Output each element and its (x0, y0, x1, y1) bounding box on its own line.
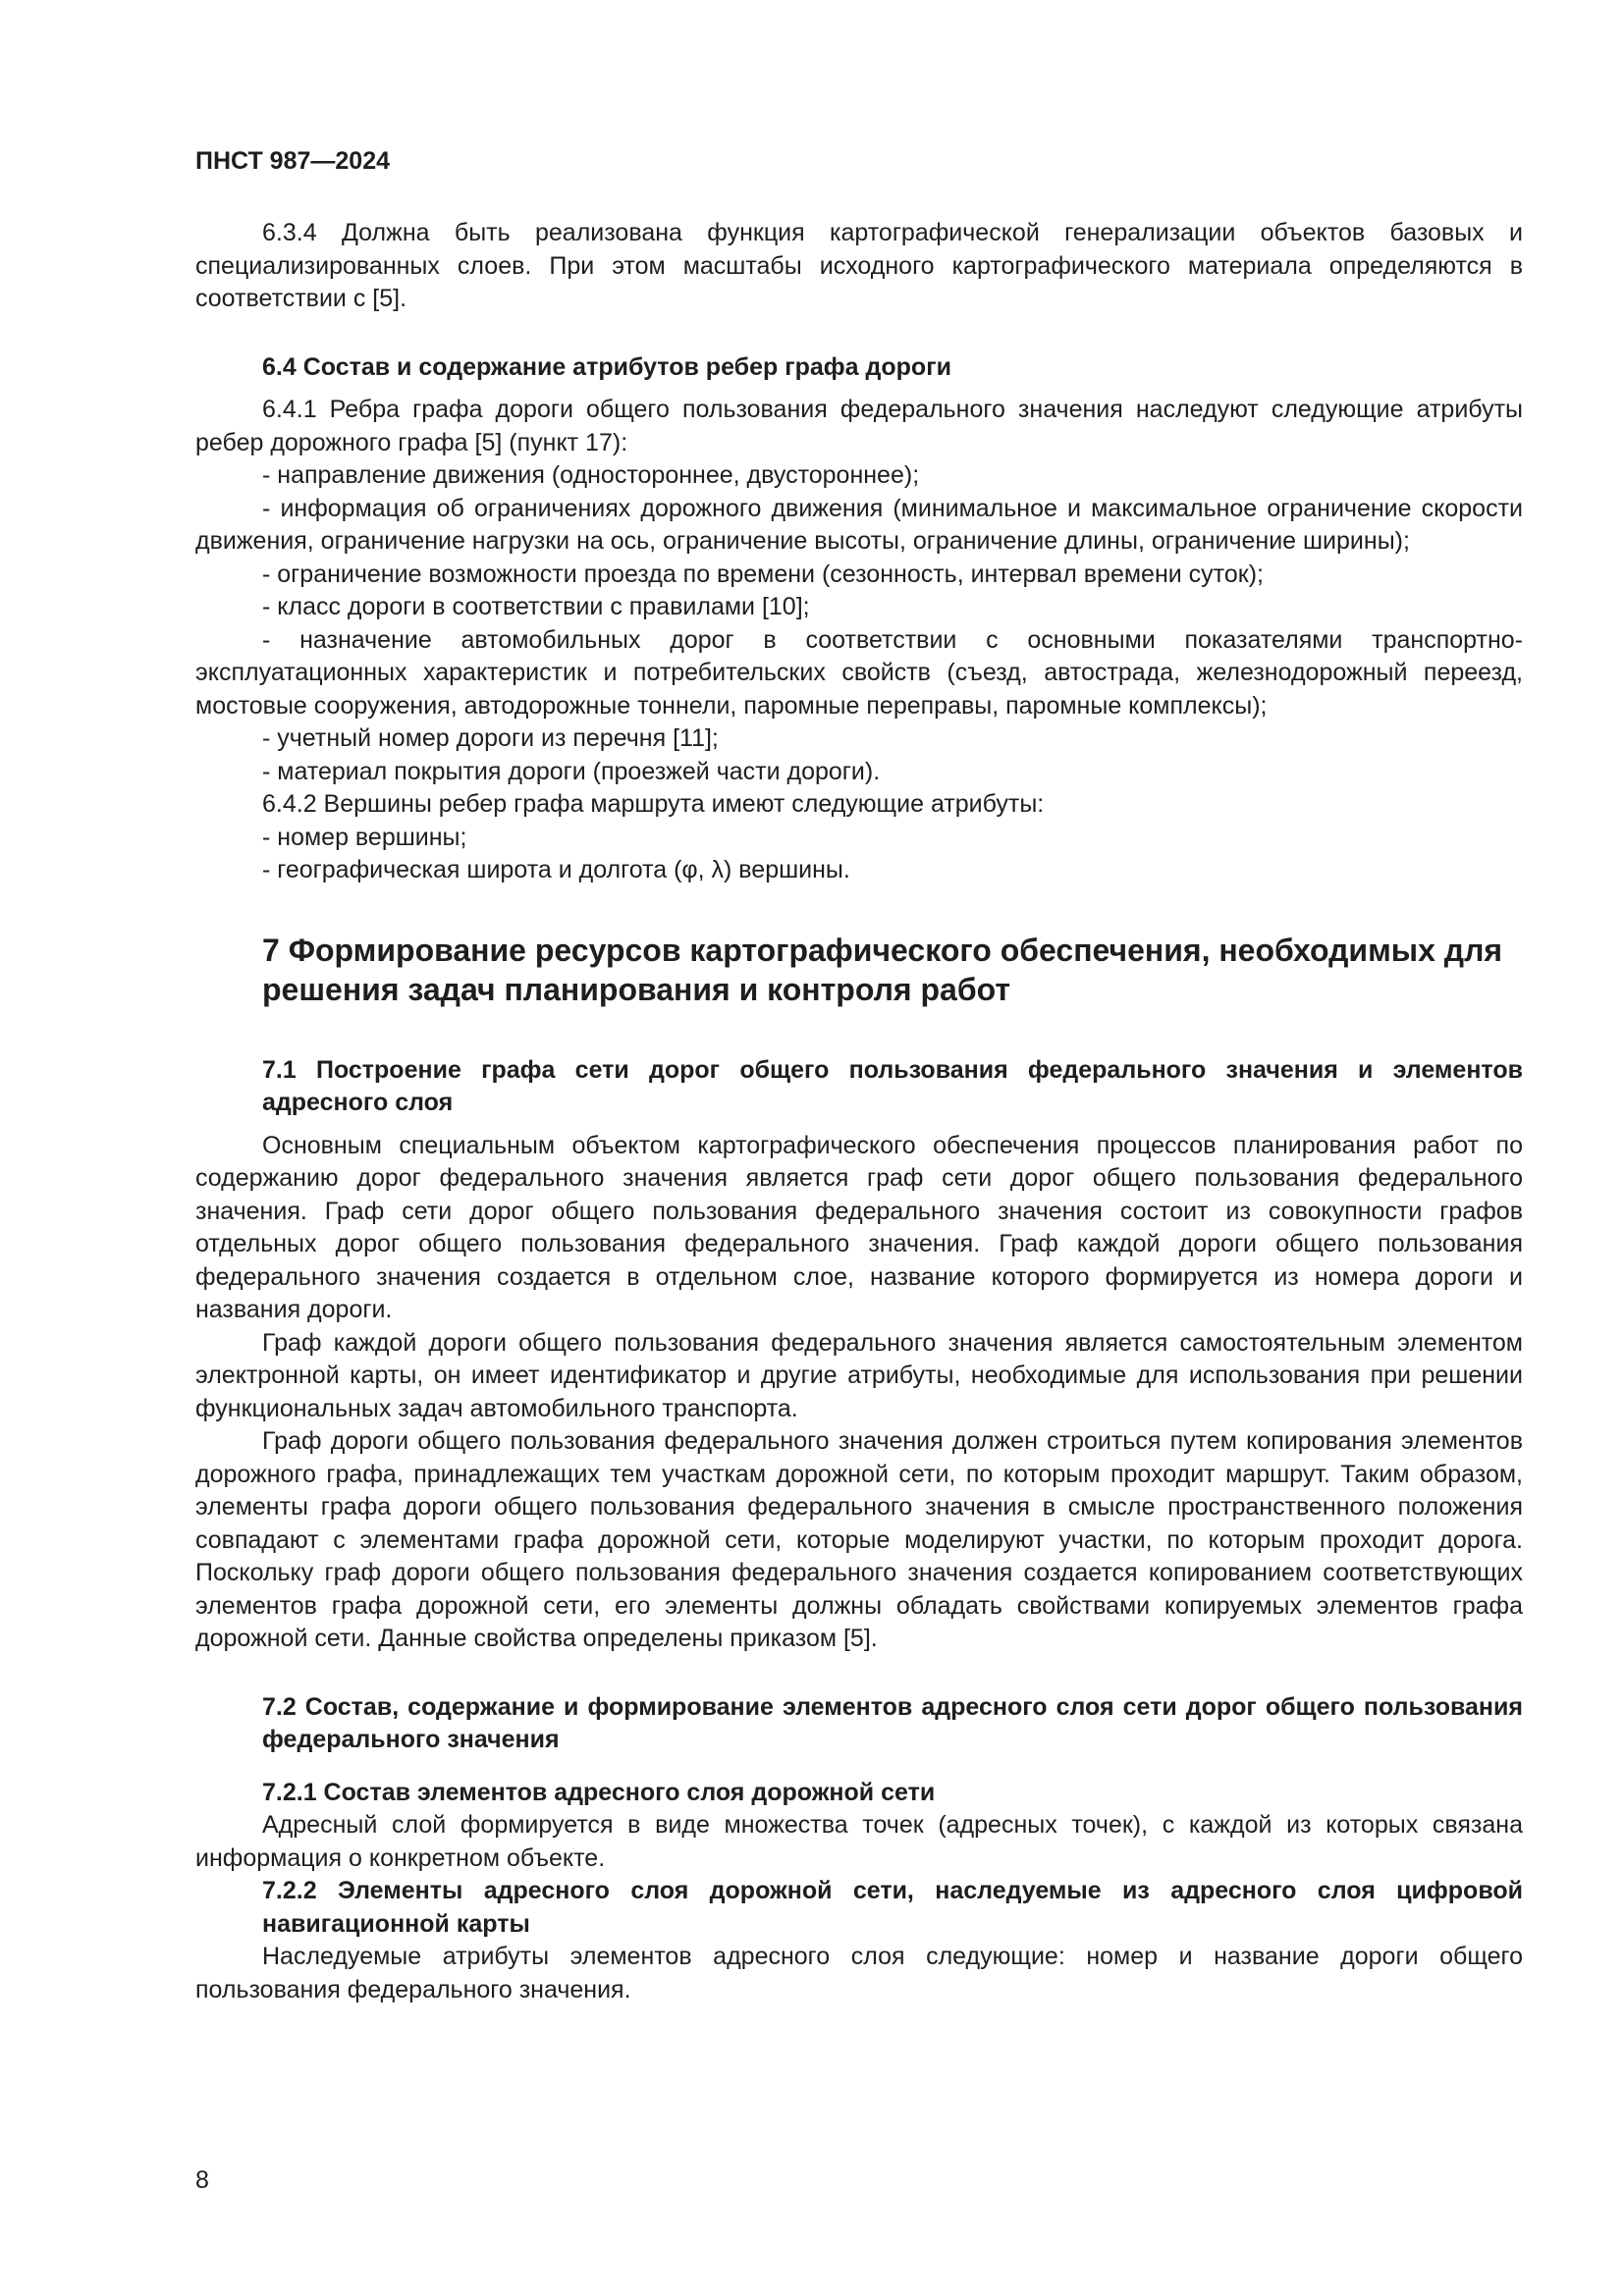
page-number: 8 (195, 2166, 209, 2194)
clause-6-3-4: 6.3.4 Должна быть реализована функция картографической генерализации объектов базовых и специализированных слоев. При этом масштабы исходного картографического материала определяются в соответствии с [5]. (195, 219, 1523, 312)
section-7-1-title: 7.1 Построение графа сети дорог общего пользования федерального значения и элементов адресного слоя (262, 1055, 1523, 1116)
list-item: - материал покрытия дороги (проезжей части дороги). (262, 757, 881, 785)
paragraph: Граф дороги общего пользования федерального значения должен строиться путем копирования элементов дорожного графа, принадлежащих тем участкам дорожной сети, по которым проходит маршрут. Таким образом, элементы графа дороги общего пользования федерального значения в смысле пространственного положения совпадают с элементами графа дорожной сети, которые моделируют участки, по которым проходит дорога. Поскольку граф дороги общего пользования федерального значения создается копированием соответствующих элементов графа дорожной сети, его элементы должны обладать свойствами копируемых элементов графа дорожной сети. Данные свойства определены приказом [5]. (195, 1427, 1523, 1652)
section-7-2-2-title: 7.2.2 Элементы адресного слоя дорожной сети, наследуемые из адресного слоя цифровой навигационной карты (262, 1877, 1523, 1938)
paragraph: Граф каждой дороги общего пользования федерального значения является самостоятельным элементом электронной карты, он имеет идентификатор и другие атрибуты, необходимые для использования при решении функциональных задач автомобильного транспорта. (195, 1328, 1523, 1422)
section-7-title: 7 Формирование ресурсов картографического обеспечения, необходимых для решения задач планирования и контроля работ (262, 932, 1503, 1007)
list-item: - назначение автомобильных дорог в соответствии с основными показателями транспортно-эксплуатационных характеристик и потребительских свойств (съезд, автострада, железнодорожный переезд, мостовые сооружения, автодорожные тоннели, паромные переправы, паромные комплексы); (195, 625, 1523, 720)
list-item: - номер вершины; (262, 823, 467, 851)
list-item: - ограничение возможности проезда по времени (сезонность, интервал времени суток); (262, 560, 1264, 588)
paragraph: Адресный слой формируется в виде множества точек (адресных точек), с каждой из которых связана информация о конкретном объекте. (195, 1811, 1523, 1872)
list-item: - географическая широта и долгота (φ, λ) вершины. (262, 856, 850, 883)
section-7-2-title: 7.2 Состав, содержание и формирование элементов адресного слоя сети дорог общего пользования федерального значения (262, 1692, 1523, 1753)
list-item: - класс дороги в соответствии с правилами [10]; (262, 593, 810, 620)
paragraph: Основным специальным объектом картографического обеспечения процессов планирования работ по содержанию дорог федерального значения является граф сети дорог общего пользования федерального значения. Граф сети дорог общего пользования федерального значения состоит из совокупности графов отдельных дорог общего пользования федерального значения. Граф каждой дороги общего пользования федерального значения создается в отдельном слое, название которого формируется из номера дороги и названия дороги. (195, 1131, 1523, 1323)
clause-6-4-2: 6.4.2 Вершины ребер графа маршрута имеют следующие атрибуты: (262, 790, 1045, 818)
document-page (195, 147, 1523, 2006)
section-7-2-1-title: 7.2.1 Состав элементов адресного слоя дорожной сети (262, 1778, 936, 1806)
list-item: - направление движения (одностороннее, двустороннее); (262, 461, 920, 489)
list-item: - учетный номер дороги из перечня [11]; (262, 724, 719, 752)
paragraph: Наследуемые атрибуты элементов адресного слоя следующие: номер и название дороги общего пользования федерального значения. (195, 1943, 1523, 2003)
section-6-4-title: 6.4 Состав и содержание атрибутов ребер графа дороги (262, 352, 951, 381)
clause-6-4-1: 6.4.1 Ребра графа дороги общего пользования федерального значения наследуют следующие атрибуты ребер дорожного графа [5] (пункт 17): (195, 396, 1523, 456)
list-item: - информация об ограничениях дорожного движения (минимальное и максимальное ограничение скорости движения, ограничение нагрузки на ось, ограничение высоты, ограничение длины, ограничение ширины); (195, 494, 1523, 555)
doc-code: ПНСТ 987—2024 (195, 147, 390, 175)
